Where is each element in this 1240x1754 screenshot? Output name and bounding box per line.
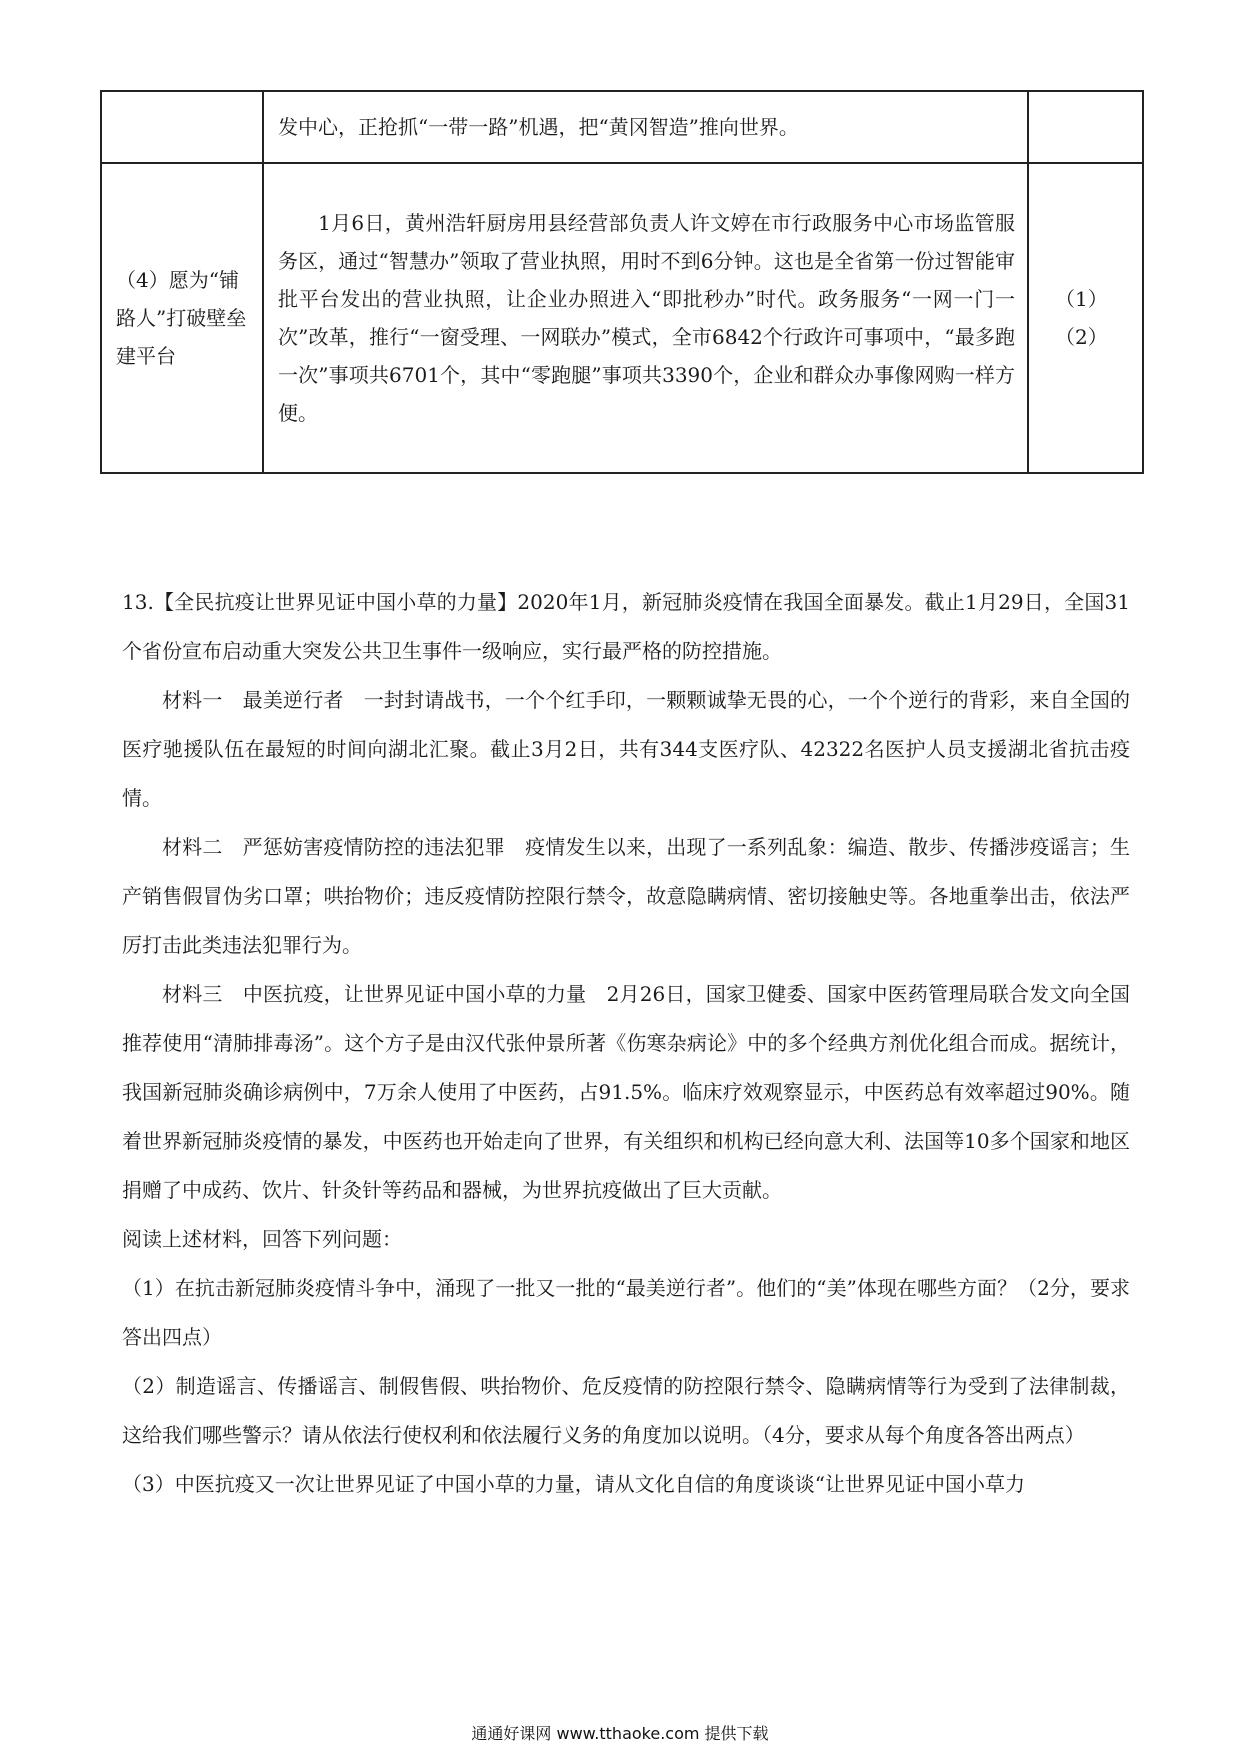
page-footer: 通通好课网 www.tthaoke.com 提供下载 (471, 1724, 769, 1743)
material-2: 材料二 严惩妨害疫情防控的违法犯罪 疫情发生以来，出现了一系列乱象：编造、散步、传播涉疫谣言；生产销售假冒伪劣口罩；哄抬物价；违反疫情防控限行禁令，故意隐瞒病情、密切接触史等。各地重拳出击，依法严厉打击此类违法犯罪行为。 (122, 835, 1130, 957)
table-cell-content (263, 91, 1028, 163)
table-cell-empty (1028, 91, 1143, 163)
table-cell-marks (1028, 163, 1143, 473)
question-13 (122, 578, 1130, 1509)
sub-question-3: （3）中医抗疫又一次让世界见证了中国小草的力量，请从文化自信的角度谈谈“让世界见证中国小草力 (122, 1472, 1025, 1496)
question-intro: 13.【全民抗疫让世界见证中国小草的力量】2020年1月，新冠肺炎疫情在我国全面暴发。截止1月29日，全国31个省份宣布启动重大突发公共卫生事件一级响应，实行最严格的防控措施。 (122, 590, 1130, 663)
sub-question-1: （1）在抗击新冠肺炎疫情斗争中，涌现了一批又一批的“最美逆行者”。他们的“美”体现在哪些方面？（2分，要求答出四点） (122, 1276, 1130, 1349)
table-row (101, 91, 1143, 163)
row2-title: （4）愿为“铺路人”打破壁垒建平台 (116, 268, 247, 368)
table-row (101, 163, 1143, 473)
row2-content: 1月6日，黄州浩轩厨房用县经营部负责人许文婷在市行政服务中心市场监管服务区，通过“智慧办”领取了营业执照，用时不到6分钟。这也是全省第一份过智能审批平台发出的营业执照，让企业办照进入“即批秒办”时代。政务服务“一网一门一次”改革，推行“一窗受理、一网联办”模式，全市6842个行政许可事项中，“最多跑一次”事项共6701个，其中“零跑腿”事项共3390个，企业和群众办事像网购一样方便。 (278, 211, 1015, 425)
material-3: 材料三 中医抗疫，让世界见证中国小草的力量 2月26日，国家卫健委、国家中医药管理局联合发文向全国推荐使用“清肺排毒汤”。这个方子是由汉代张仲景所著《伤寒杂病论》中的多个经典方剂优化组合而成。据统计，我国新冠肺炎确诊病例中，7万余人使用了中医药，占91.5%。临床疗效观察显示，中医药总有效率超过90%。随着世界新冠肺炎疫情的暴发，中医药也开始走向了世界，有关组织和机构已经向意大利、法国等10多个国家和地区捐赠了中成药、饮片、针灸针等药品和器械，为世界抗疫做出了巨大贡献。 (122, 982, 1130, 1202)
answer-mark-2: （2） (1055, 325, 1108, 349)
question-prompt: 阅读上述材料，回答下列问题： (122, 1227, 402, 1251)
table-cell-content (263, 163, 1028, 473)
answer-mark-1: （1） (1055, 287, 1108, 311)
row1-content: 发中心，正抢抓“一带一路”机遇，把“黄冈智造”推向世界。 (278, 115, 799, 139)
content-table (100, 90, 1144, 474)
material-1: 材料一 最美逆行者 一封封请战书，一个个红手印，一颗颗诚挚无畏的心，一个个逆行的背彩，来自全国的医疗驰援队伍在最短的时间向湖北汇聚。截止3月2日，共有344支医疗队、42322名医护人员支援湖北省抗击疫情。 (122, 688, 1130, 810)
table-cell-empty (101, 91, 263, 163)
table-cell-title (101, 163, 263, 473)
sub-question-2: （2）制造谣言、传播谣言、制假售假、哄抬物价、危反疫情的防控限行禁令、隐瞒病情等行为受到了法律制裁，这给我们哪些警示？请从依法行使权利和依法履行义务的角度加以说明。（4分，要求从每个角度各答出两点） (122, 1374, 1130, 1447)
